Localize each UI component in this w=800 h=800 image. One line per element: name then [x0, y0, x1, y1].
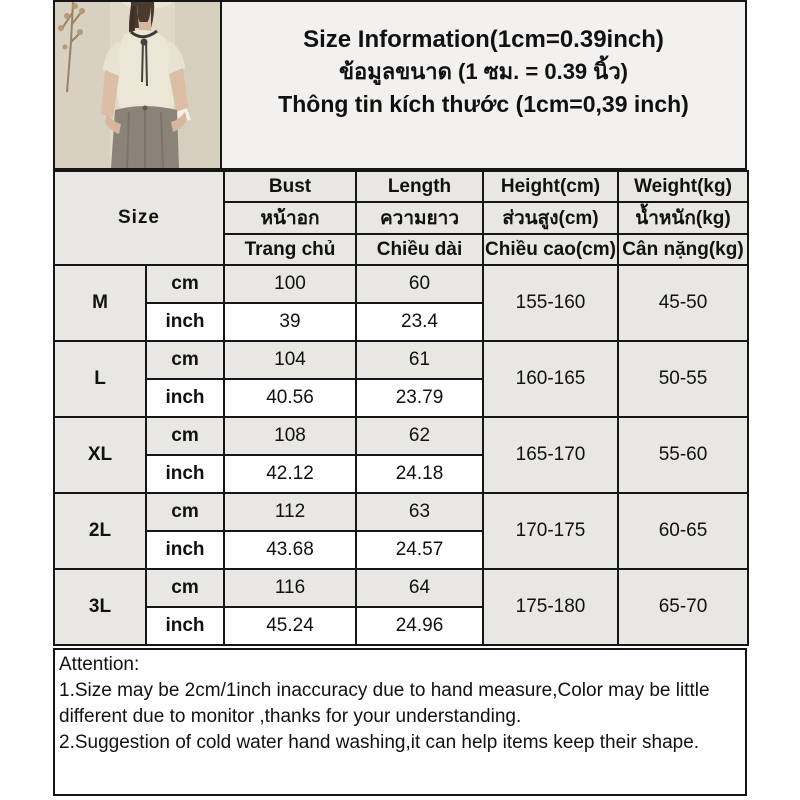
bust-cm-l: 104 — [224, 341, 356, 379]
length-cm-xl: 62 — [356, 417, 483, 455]
weight-l: 50-55 — [618, 341, 748, 417]
col-header-bust-en: Bust — [224, 171, 356, 202]
col-header-weight-vi: Cân nặng(kg) — [618, 234, 748, 265]
table-row — [54, 569, 748, 607]
height-m: 155-160 — [483, 265, 618, 341]
unit-cm: cm — [146, 341, 224, 379]
unit-cm: cm — [146, 569, 224, 607]
title-vietnamese: Thông tin kích thước (1cm=0,39 inch) — [278, 90, 689, 117]
length-inch-2l: 24.57 — [356, 531, 483, 569]
size-label-3l: 3L — [54, 569, 146, 645]
bust-inch-xl: 42.12 — [224, 455, 356, 493]
weight-3l: 65-70 — [618, 569, 748, 645]
bust-inch-2l: 43.68 — [224, 531, 356, 569]
length-inch-xl: 24.18 — [356, 455, 483, 493]
unit-cm: cm — [146, 417, 224, 455]
attention-line-1: 1.Size may be 2cm/1inch inaccuracy due to hand measure,Color may be little different due to monitor ,thanks for your understanding. — [59, 680, 710, 727]
title-panel — [222, 0, 747, 170]
bust-cm-xl: 108 — [224, 417, 356, 455]
col-header-bust-th: หน้าอก — [224, 202, 356, 234]
unit-inch: inch — [146, 303, 224, 341]
bust-cm-2l: 112 — [224, 493, 356, 531]
height-xl: 165-170 — [483, 417, 618, 493]
table-row — [54, 265, 748, 303]
bust-inch-m: 39 — [224, 303, 356, 341]
attention-title: Attention: — [59, 654, 140, 675]
weight-m: 45-50 — [618, 265, 748, 341]
size-header-cell: Size — [54, 171, 224, 265]
length-cm-3l: 64 — [356, 569, 483, 607]
unit-inch: inch — [146, 607, 224, 645]
col-header-height-th: ส่วนสูง(cm) — [483, 202, 618, 234]
unit-inch: inch — [146, 455, 224, 493]
title-english: Size Information(1cm=0.39inch) — [303, 25, 664, 53]
weight-2l: 60-65 — [618, 493, 748, 569]
unit-cm: cm — [146, 493, 224, 531]
model-photo — [53, 0, 222, 170]
bust-inch-3l: 45.24 — [224, 607, 356, 645]
size-label-2l: 2L — [54, 493, 146, 569]
unit-inch: inch — [146, 379, 224, 417]
col-header-weight-th: น้ำหนัก(kg) — [618, 202, 748, 234]
col-header-bust-vi: Trang chủ — [224, 234, 356, 265]
size-label-xl: XL — [54, 417, 146, 493]
length-inch-3l: 24.96 — [356, 607, 483, 645]
bust-cm-m: 100 — [224, 265, 356, 303]
unit-cm: cm — [146, 265, 224, 303]
table-row — [54, 417, 748, 455]
weight-xl: 55-60 — [618, 417, 748, 493]
table-row — [54, 341, 748, 379]
length-cm-2l: 63 — [356, 493, 483, 531]
col-header-length-vi: Chiều dài — [356, 234, 483, 265]
height-l: 160-165 — [483, 341, 618, 417]
length-cm-l: 61 — [356, 341, 483, 379]
table-row — [54, 493, 748, 531]
size-label-l: L — [54, 341, 146, 417]
height-3l: 175-180 — [483, 569, 618, 645]
size-table — [53, 170, 749, 646]
attention-box — [53, 648, 747, 796]
unit-inch: inch — [146, 531, 224, 569]
top-section — [53, 0, 747, 170]
col-header-length-en: Length — [356, 171, 483, 202]
model-photo-illustration — [55, 2, 220, 168]
attention-line-2: 2.Suggestion of cold water hand washing,it can help items keep their shape. — [59, 732, 700, 753]
length-inch-m: 23.4 — [356, 303, 483, 341]
title-thai: ข้อมูลขนาด (1 ซม. = 0.39 นิ้ว) — [338, 58, 628, 84]
size-label-m: M — [54, 265, 146, 341]
height-2l: 170-175 — [483, 493, 618, 569]
col-header-height-vi: Chiều cao(cm) — [483, 234, 618, 265]
length-inch-l: 23.79 — [356, 379, 483, 417]
bust-inch-l: 40.56 — [224, 379, 356, 417]
content-area — [53, 0, 747, 796]
col-header-height-en: Height(cm) — [483, 171, 618, 202]
col-header-weight-en: Weight(kg) — [618, 171, 748, 202]
length-cm-m: 60 — [356, 265, 483, 303]
bust-cm-3l: 116 — [224, 569, 356, 607]
col-header-length-th: ความยาว — [356, 202, 483, 234]
header-row-english — [54, 171, 748, 202]
